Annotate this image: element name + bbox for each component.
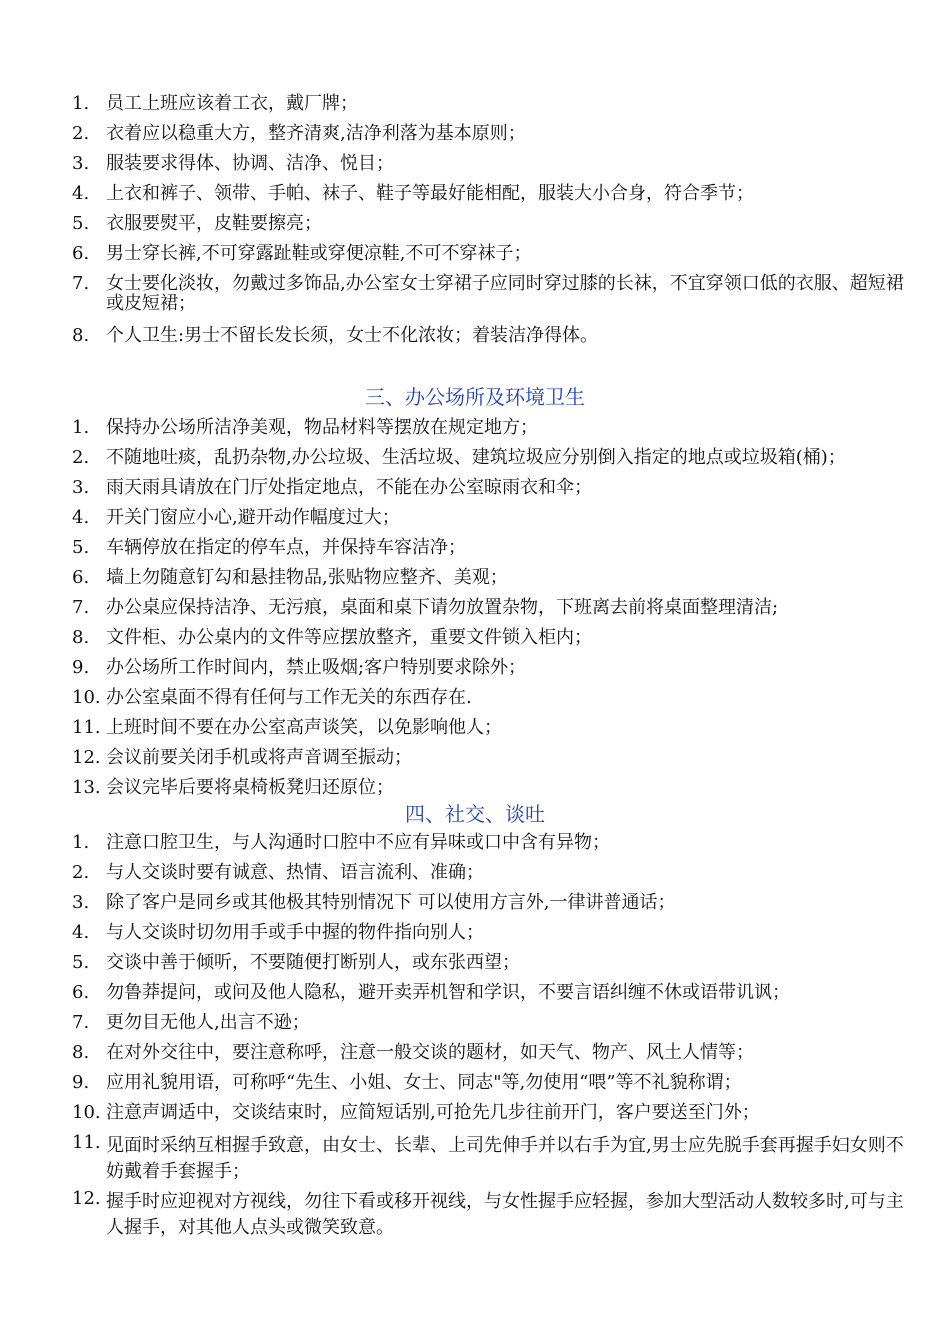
item-text: 在对外交往中，要注意称呼，注意一般交谈的题材，如天气、物产、风土人情等；	[106, 1042, 754, 1063]
item-text: 雨天雨具请放在门厅处指定地点，不能在办公室晾雨衣和伞；	[106, 477, 592, 498]
list-item	[0, 241, 950, 271]
item-text: 见面时采纳互相握手致意，由女士、长辈、上司先伸手并以右手为宜,男士应先脱手套再握手妇女则不妨戴着手套握手；	[106, 1135, 904, 1182]
list-item	[0, 1186, 950, 1242]
item-number: 1.	[72, 93, 90, 114]
item-text: 办公桌应保持洁净、无污痕，桌面和桌下请勿放置杂物，下班离去前将桌面整理清洁;	[106, 597, 779, 618]
item-text: 车辆停放在指定的停车点，并保持车容洁净；	[106, 537, 466, 558]
list-item	[0, 181, 950, 211]
attire-list	[0, 91, 950, 353]
list-item	[0, 271, 950, 323]
item-text: 女士要化淡妆，勿戴过多饰品,办公室女士穿裙子应同时穿过膝的长袜，不宜穿领口低的衣服、超短裙或皮短裙；	[106, 273, 904, 314]
item-number: 5.	[72, 213, 90, 234]
list-item	[0, 890, 950, 920]
item-number: 12.	[72, 747, 101, 768]
item-text: 上衣和裤子、领带、手帕、袜子、鞋子等最好能相配，服装大小合身，符合季节；	[106, 183, 754, 204]
list-item	[0, 1010, 950, 1040]
item-number: 11.	[72, 717, 101, 738]
list-item	[0, 323, 950, 353]
section-heading-office: 三、办公场所及环境卫生	[365, 385, 585, 409]
item-text: 开关门窗应小心,避开动作幅度过大；	[106, 507, 400, 528]
list-item	[0, 655, 950, 685]
item-number: 2.	[72, 447, 90, 468]
item-number: 3.	[72, 892, 90, 913]
item-text: 交谈中善于倾听，不要随便打断别人，或东张西望；	[106, 952, 520, 973]
item-text: 应用礼貌用语，可称呼“先生、小姐、女士、同志"等,勿使用“喂”等不礼貌称谓；	[106, 1072, 742, 1093]
item-text: 不随地吐痰，乱扔杂物,办公垃圾、生活垃圾、建筑垃圾应分别倒入指定的地点或垃圾箱(桶)；	[106, 447, 846, 468]
item-text: 男士穿长裤,不可穿露趾鞋或穿便凉鞋,不可不穿袜子；	[106, 243, 532, 264]
list-item	[0, 860, 950, 890]
list-item	[0, 980, 950, 1010]
item-number: 11.	[72, 1132, 101, 1153]
item-text: 办公室桌面不得有任何与工作无关的东西存在.	[106, 687, 472, 708]
list-item	[0, 1130, 950, 1186]
item-number: 4.	[72, 183, 90, 204]
item-number: 8.	[72, 627, 90, 648]
list-item	[0, 950, 950, 980]
list-item	[0, 505, 950, 535]
item-text: 个人卫生:男士不留长发长须，女士不化浓妆；着装洁净得体。	[106, 325, 599, 346]
item-text: 注意口腔卫生，与人沟通时口腔中不应有异味或口中含有异物；	[106, 832, 610, 853]
list-item	[0, 595, 950, 625]
section-heading-social: 四、社交、谈吐	[405, 802, 545, 826]
social-list	[0, 830, 950, 1242]
list-item	[0, 745, 950, 775]
item-text: 会议前要关闭手机或将声音调至振动；	[106, 747, 412, 768]
item-number: 10.	[72, 687, 101, 708]
item-text: 与人交谈时要有诚意、热情、语言流利、准确；	[106, 862, 484, 883]
item-number: 3.	[72, 153, 90, 174]
item-number: 6.	[72, 982, 90, 1003]
item-number: 5.	[72, 952, 90, 973]
list-item	[0, 91, 950, 121]
item-number: 9.	[72, 657, 90, 678]
item-text: 更勿目无他人,出言不逊；	[106, 1012, 310, 1033]
list-item	[0, 685, 950, 715]
list-item	[0, 565, 950, 595]
list-item	[0, 535, 950, 565]
item-number: 5.	[72, 537, 90, 558]
list-item	[0, 121, 950, 151]
item-number: 4.	[72, 507, 90, 528]
list-item	[0, 1100, 950, 1130]
item-text: 保持办公场所洁净美观，物品材料等摆放在规定地方；	[106, 417, 538, 438]
item-number: 7.	[72, 1012, 90, 1033]
list-item	[0, 151, 950, 181]
item-text: 握手时应迎视对方视线，勿往下看或移开视线，与女性握手应轻握，参加大型活动人数较多时,可与主人握手，对其他人点头或微笑致意。	[106, 1191, 904, 1238]
item-text: 衣着应以稳重大方，整齐清爽,洁净利落为基本原则；	[106, 123, 526, 144]
item-text: 上班时间不要在办公室高声谈笑，以免影响他人；	[106, 717, 502, 738]
list-item	[0, 1070, 950, 1100]
item-text: 员工上班应该着工衣，戴厂牌；	[106, 93, 358, 114]
item-text: 与人交谈时切勿用手或手中握的物件指向别人；	[106, 922, 484, 943]
item-number: 9.	[72, 1072, 90, 1093]
list-item	[0, 415, 950, 445]
item-number: 3.	[72, 477, 90, 498]
item-text: 墙上勿随意钉勾和悬挂物品,张贴物应整齐、美观；	[106, 567, 508, 588]
list-item	[0, 830, 950, 860]
item-number: 2.	[72, 123, 90, 144]
item-number: 1.	[72, 832, 90, 853]
list-item	[0, 445, 950, 475]
item-number: 10.	[72, 1102, 101, 1123]
item-text: 服装要求得体、协调、洁净、悦目；	[106, 153, 394, 174]
item-number: 1.	[72, 417, 90, 438]
item-text: 衣服要熨平，皮鞋要擦亮；	[106, 213, 322, 234]
item-text: 除了客户是同乡或其他极其特别情况下 可以使用方言外,一律讲普通话；	[106, 892, 676, 913]
item-number: 2.	[72, 862, 90, 883]
list-item	[0, 715, 950, 745]
item-text: 文件柜、办公桌内的文件等应摆放整齐，重要文件锁入柜内；	[106, 627, 592, 648]
item-number: 7.	[72, 273, 90, 294]
list-item	[0, 1040, 950, 1070]
item-text: 注意声调适中，交谈结束时，应简短话别,可抢先几步往前开门，客户要送至门外；	[106, 1102, 760, 1123]
list-item	[0, 920, 950, 950]
item-number: 6.	[72, 243, 90, 264]
list-item	[0, 625, 950, 655]
list-item	[0, 475, 950, 505]
item-number: 4.	[72, 922, 90, 943]
item-number: 6.	[72, 567, 90, 588]
item-number: 13.	[72, 777, 101, 798]
item-number: 8.	[72, 1042, 90, 1063]
office-list	[0, 415, 950, 805]
item-text: 会议完毕后要将桌椅板凳归还原位；	[106, 777, 394, 798]
item-number: 12.	[72, 1188, 101, 1209]
item-text: 勿鲁莽提问，或问及他人隐私，避开卖弄机智和学识，不要言语纠缠不休或语带讥讽；	[106, 982, 790, 1003]
item-number: 8.	[72, 325, 90, 346]
item-number: 7.	[72, 597, 90, 618]
item-text: 办公场所工作时间内，禁止吸烟;客户特别要求除外；	[106, 657, 527, 678]
list-item	[0, 211, 950, 241]
